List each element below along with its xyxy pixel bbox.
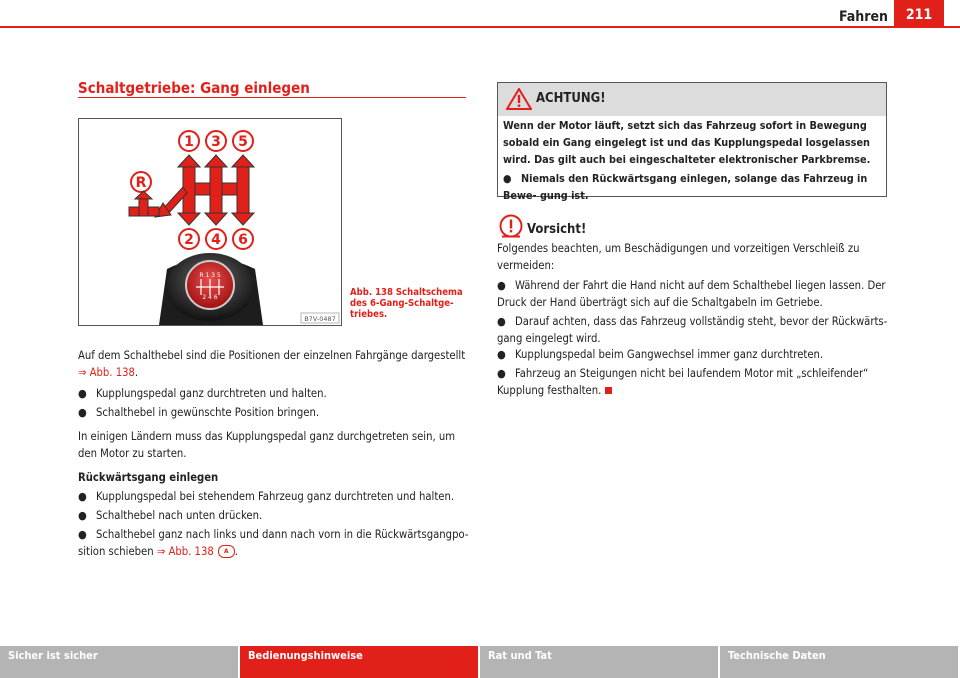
footer-tab-sicher[interactable]: Sicher ist sicher	[0, 646, 238, 678]
bullet-text: Schalthebel in gewünschte Position bringen.	[96, 406, 320, 419]
bullet-text: Darauf achten, dass das Fahrzeug vollständig steht, bevor der Rückwärts- gang eingelegt wird.	[497, 315, 888, 345]
warning-paragraph: Wenn der Motor läuft, setzt sich das Fahrzeug sofort in Bewegung sobald ein Gang eingelegt ist und das Kupplungspedal losgelassen wird. Das gilt auch bei eingeschalteter elektronischer Parkbremse.	[503, 119, 871, 166]
bullet-icon: ●	[497, 279, 506, 292]
bullet-text: Fahrzeug an Steigungen nicht bei laufendem Motor mit „schleifender“ Kupplung festhalten.	[497, 367, 869, 397]
gear-label-2: 2	[184, 232, 194, 248]
section-rule	[78, 97, 466, 98]
warning-box	[497, 82, 887, 202]
list-item	[497, 277, 889, 311]
section-title: Schaltgetriebe: Gang einlegen	[78, 79, 310, 97]
chapter-title: Fahren	[839, 9, 888, 25]
list-item	[78, 488, 473, 505]
footer-tab-rat[interactable]: Rat und Tat	[480, 646, 718, 678]
paragraph: In einigen Ländern muss das Kupplungspedal ganz durchgetreten sein, um den Motor zu starten.	[78, 430, 456, 460]
gear-label-4: 4	[211, 232, 221, 248]
gear-label-5: 5	[238, 134, 248, 150]
gear-label-3: 3	[211, 134, 221, 150]
bullet-text: Kupplungspedal beim Gangwechsel immer ganz durchtreten.	[515, 348, 824, 361]
figure-link[interactable]: Abb. 138	[168, 545, 214, 558]
list-item	[78, 507, 473, 524]
bullet-icon: ●	[78, 528, 87, 541]
bullet-icon: ●	[497, 367, 506, 380]
bullet-icon: ●	[78, 406, 87, 419]
bullet-icon: ●	[503, 172, 512, 185]
bullet-icon: ●	[78, 490, 87, 503]
list-item	[497, 346, 889, 363]
gear-label-6: 6	[238, 232, 248, 248]
figure-code: B7V-0487	[304, 315, 336, 323]
gear-label-r: R	[135, 175, 147, 191]
knob-bottom-label: 2 4 6	[202, 294, 218, 301]
list-item	[78, 526, 470, 560]
footer-nav	[0, 646, 960, 678]
warning-title: ACHTUNG!	[536, 91, 606, 106]
end-mark-icon	[605, 387, 612, 394]
ref-arrow: ⇒	[156, 545, 166, 558]
list-item	[78, 385, 473, 402]
warning-body	[503, 117, 883, 204]
bullet-text: Während der Fahrt die Hand nicht auf dem Schalthebel liegen lassen. Der Druck der Hand überträgt sich auf die Schaltgabeln im Getriebe.	[497, 279, 886, 309]
footer-tab-bedienung[interactable]: Bedienungshinweise	[240, 646, 478, 678]
subheading: Rückwärtsgang einlegen	[78, 471, 219, 484]
bullet-icon: ●	[497, 315, 506, 328]
callout-a-badge: A	[218, 545, 235, 558]
bullet-text: Kupplungspedal bei stehendem Fahrzeug ganz durchtreten und halten.	[96, 490, 455, 503]
list-item	[78, 404, 473, 421]
caution-intro: Folgendes beachten, um Beschädigungen und vorzeitigen Verschleiß zu vermeiden:	[497, 242, 860, 272]
bullet-end: .	[234, 545, 238, 558]
page-number: 211	[894, 0, 944, 26]
bullet-text: Schalthebel ganz nach links und dann nach vorn in die Rückwärtsgangpo- sition schieben	[78, 528, 469, 558]
bullet-text: Schalthebel nach unten drücken.	[96, 509, 263, 522]
bullet-text: Kupplungspedal ganz durchtreten und halten.	[96, 387, 327, 400]
bullet-icon: ●	[78, 509, 87, 522]
ref-arrow: ⇒	[78, 366, 87, 379]
warning-triangle-icon	[506, 88, 532, 110]
figure-caption: Abb. 138 Schaltschema des 6-Gang-Schaltge- triebes.	[350, 287, 463, 320]
figure-link[interactable]: Abb. 138	[89, 366, 135, 379]
list-item	[503, 170, 883, 204]
intro-text: Auf dem Schalthebel sind die Positionen der einzelnen Fahrgänge dargestellt	[78, 349, 466, 362]
bullet-icon: ●	[78, 387, 87, 400]
intro-paragraph	[78, 347, 478, 381]
list-item	[497, 313, 889, 347]
warning-bullet: Niemals den Rückwärtsgang einlegen, solange das Fahrzeug in Bewe- gung ist.	[503, 172, 868, 202]
knob-top-label: R 1 3 5	[199, 272, 221, 279]
footer-tab-technik[interactable]: Technische Daten	[720, 646, 958, 678]
warning-header	[498, 83, 886, 116]
gearshift-diagram	[79, 119, 341, 325]
gear-label-1: 1	[184, 134, 194, 150]
intro-end: .	[134, 366, 139, 379]
list-item	[497, 365, 889, 399]
bullet-icon: ●	[497, 348, 506, 361]
caution-icon	[499, 214, 523, 238]
caution-title: Vorsicht!	[527, 222, 587, 237]
header-rule	[0, 26, 960, 28]
gearshift-figure	[78, 118, 342, 326]
